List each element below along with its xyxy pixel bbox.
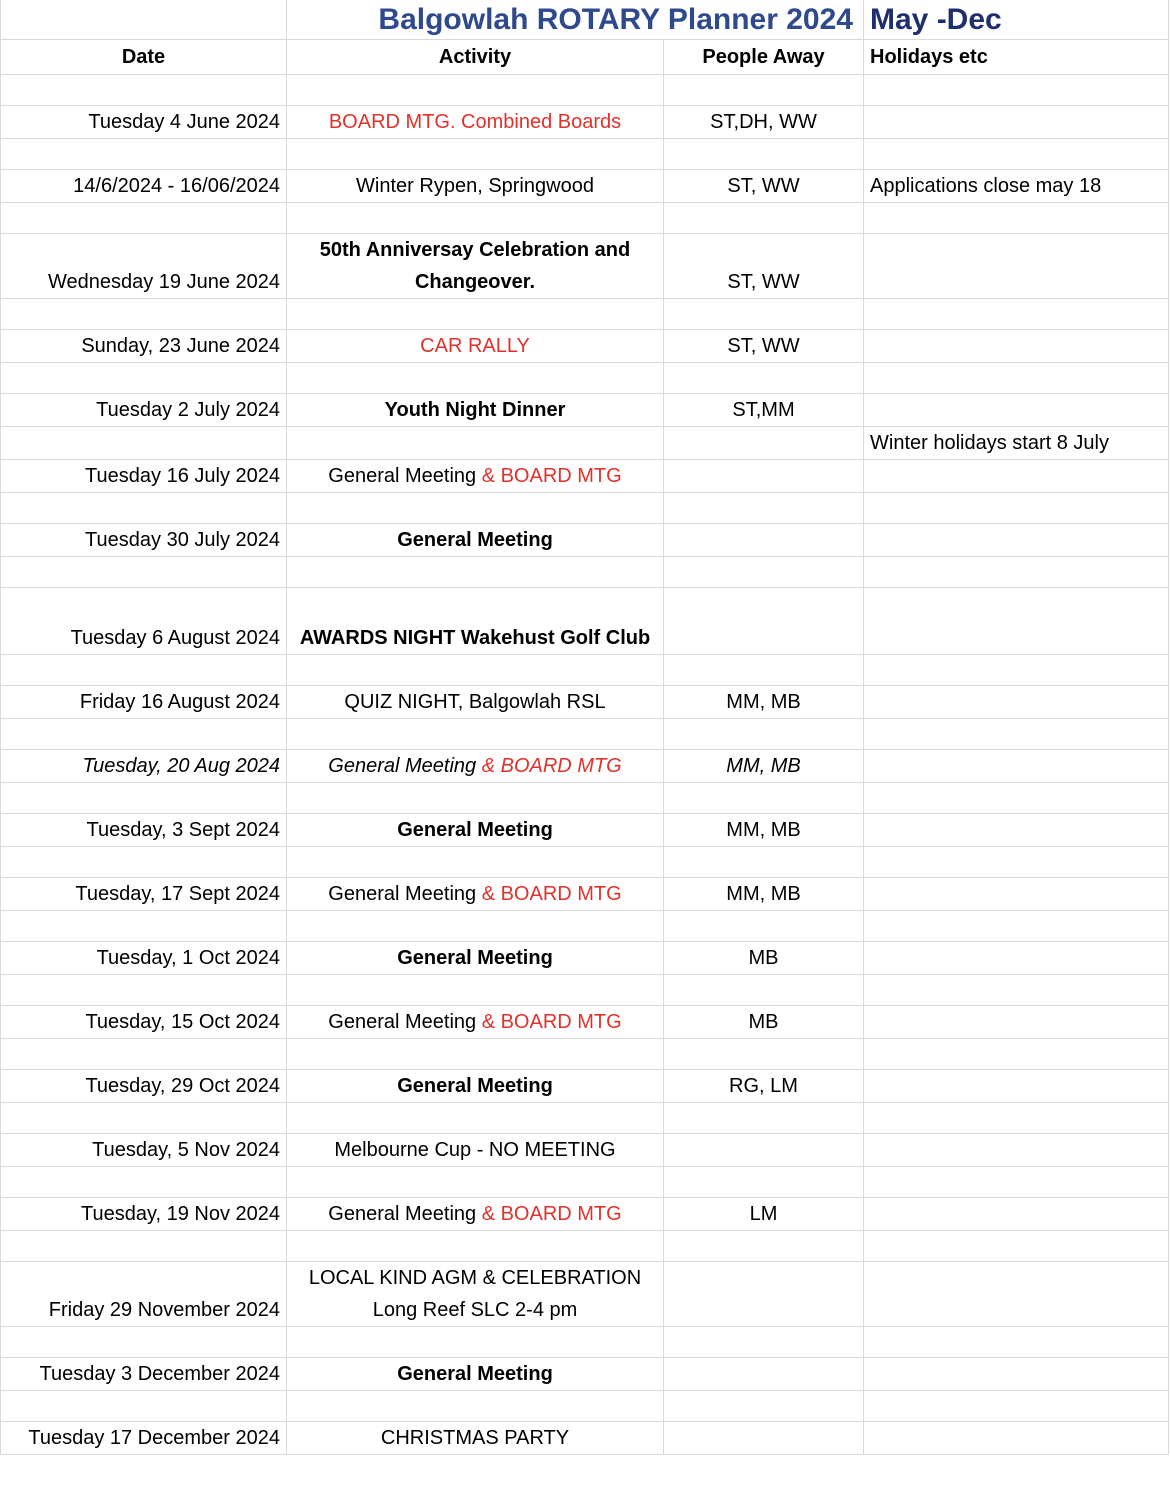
people-away-cell[interactable]: MB (664, 1006, 864, 1039)
cell[interactable] (864, 363, 1169, 394)
people-away-cell[interactable] (664, 427, 864, 460)
cell[interactable] (664, 557, 864, 588)
date-cell[interactable]: Tuesday 3 December 2024 (1, 1358, 287, 1391)
activity-line-1: LOCAL KIND AGM & CELEBRATION (308, 1267, 642, 1289)
people-away-cell[interactable]: LM (664, 1198, 864, 1231)
cell[interactable] (1, 363, 287, 394)
cell[interactable] (864, 719, 1169, 750)
cell[interactable] (864, 557, 1169, 588)
people-away-cell[interactable]: MM, MB (664, 878, 864, 911)
people-away-cell[interactable]: MM, MB (664, 814, 864, 847)
people-away-cell[interactable]: ST, WW (664, 234, 864, 299)
cell[interactable] (664, 75, 864, 106)
holidays-cell[interactable] (864, 1198, 1169, 1231)
blank-row (1, 719, 1169, 750)
people-away-cell[interactable] (664, 1262, 864, 1327)
cell[interactable] (664, 299, 864, 330)
cell[interactable] (287, 363, 664, 394)
table-row (1, 460, 1169, 493)
table-row (1, 394, 1169, 427)
blank-row (1, 1391, 1169, 1422)
activity-cell[interactable]: General Meeting (287, 1358, 664, 1391)
cell[interactable] (864, 139, 1169, 170)
date-cell[interactable]: Tuesday, 20 Aug 2024 (1, 750, 287, 783)
activity-cell[interactable]: General Meeting (287, 1070, 664, 1103)
cell[interactable] (1, 1167, 287, 1198)
table-row (1, 234, 1169, 299)
cell[interactable] (864, 203, 1169, 234)
activity-cell[interactable]: CHRISTMAS PARTY (287, 1422, 664, 1455)
cell[interactable] (864, 1327, 1169, 1358)
header-activity[interactable]: Activity (287, 40, 664, 75)
cell[interactable] (1, 75, 287, 106)
table-row (1, 1422, 1169, 1455)
date-cell[interactable]: Tuesday 2 July 2024 (1, 394, 287, 427)
activity-cell[interactable]: QUIZ NIGHT, Balgowlah RSL (287, 686, 664, 719)
activity-text: General Meeting (328, 465, 477, 487)
blank-row (1, 1231, 1169, 1262)
date-cell[interactable]: 14/6/2024 - 16/06/2024 (1, 170, 287, 203)
people-away-cell[interactable]: MM, MB (664, 750, 864, 783)
sheet-period[interactable]: May -Dec (864, 0, 1169, 40)
cell[interactable] (287, 1391, 664, 1422)
activity-line-2: Long Reef SLC 2-4 pm (372, 1299, 578, 1321)
header-holidays[interactable]: Holidays etc (864, 40, 1169, 75)
holidays-cell[interactable] (864, 1070, 1169, 1103)
activity-line-1: 50th Anniversay Celebration and (319, 239, 631, 261)
blank-row (1, 557, 1169, 588)
table-row (1, 1070, 1169, 1103)
people-away-cell[interactable]: ST,MM (664, 394, 864, 427)
cell[interactable] (664, 1167, 864, 1198)
people-away-cell[interactable]: MB (664, 942, 864, 975)
date-cell[interactable]: Tuesday, 19 Nov 2024 (1, 1198, 287, 1231)
cell[interactable] (287, 1327, 664, 1358)
cell[interactable] (864, 1391, 1169, 1422)
cell[interactable] (864, 1103, 1169, 1134)
activity-text: General Meeting (328, 1011, 477, 1033)
holidays-cell[interactable] (864, 234, 1169, 299)
cell[interactable] (864, 911, 1169, 942)
table-row (1, 878, 1169, 911)
holidays-cell[interactable] (864, 1262, 1169, 1327)
activity-cell[interactable]: General Meeting (287, 814, 664, 847)
cell[interactable] (1, 1391, 287, 1422)
header-date[interactable]: Date (1, 40, 287, 75)
activity-cell[interactable] (287, 1262, 664, 1327)
table-row (1, 106, 1169, 139)
cell[interactable] (1, 299, 287, 330)
holidays-cell[interactable] (864, 814, 1169, 847)
cell[interactable] (287, 1103, 664, 1134)
people-away-cell[interactable]: ST, WW (664, 170, 864, 203)
date-cell[interactable] (1, 427, 287, 460)
date-cell[interactable]: Tuesday, 5 Nov 2024 (1, 1134, 287, 1167)
holidays-cell[interactable] (864, 330, 1169, 363)
activity-cell[interactable] (287, 234, 664, 299)
blank-row (1, 493, 1169, 524)
cell[interactable] (864, 75, 1169, 106)
cell[interactable] (664, 783, 864, 814)
date-cell[interactable]: Tuesday 16 July 2024 (1, 460, 287, 493)
blank-row (1, 299, 1169, 330)
people-away-cell[interactable]: ST,DH, WW (664, 106, 864, 139)
holidays-cell[interactable] (864, 1006, 1169, 1039)
cell[interactable] (287, 655, 664, 686)
date-cell[interactable]: Tuesday, 15 Oct 2024 (1, 1006, 287, 1039)
board-mtg-text: & BOARD MTG (476, 1203, 622, 1225)
cell[interactable] (864, 655, 1169, 686)
cell[interactable] (287, 493, 664, 524)
cell[interactable] (287, 1231, 664, 1262)
people-away-cell[interactable] (664, 1134, 864, 1167)
date-cell[interactable]: Friday 16 August 2024 (1, 686, 287, 719)
cell[interactable] (664, 655, 864, 686)
cell[interactable] (1, 1327, 287, 1358)
holidays-cell[interactable]: Applications close may 18 (864, 170, 1169, 203)
date-cell[interactable]: Sunday, 23 June 2024 (1, 330, 287, 363)
blank-row (1, 655, 1169, 686)
activity-cell[interactable] (287, 460, 664, 493)
blank-row (1, 1167, 1169, 1198)
people-away-cell[interactable]: MM, MB (664, 686, 864, 719)
holidays-cell[interactable] (864, 394, 1169, 427)
date-cell[interactable]: Tuesday 4 June 2024 (1, 106, 287, 139)
cell[interactable] (1, 655, 287, 686)
blank-row (1, 203, 1169, 234)
activity-cell[interactable] (287, 878, 664, 911)
date-cell[interactable]: Friday 29 November 2024 (1, 1262, 287, 1327)
cell[interactable] (1, 1231, 287, 1262)
cell[interactable] (287, 139, 664, 170)
table-row (1, 1006, 1169, 1039)
people-away-cell[interactable]: RG, LM (664, 1070, 864, 1103)
cell[interactable] (287, 783, 664, 814)
table-row (1, 1198, 1169, 1231)
cell[interactable] (664, 911, 864, 942)
activity-cell[interactable]: BOARD MTG. Combined Boards (287, 106, 664, 139)
people-away-cell[interactable] (664, 524, 864, 557)
blank-row (1, 911, 1169, 942)
people-away-cell[interactable] (664, 1422, 864, 1455)
title-cell-empty[interactable] (1, 0, 287, 40)
table-row (1, 686, 1169, 719)
cell[interactable] (1, 975, 287, 1006)
table-row (1, 427, 1169, 460)
table-row (1, 524, 1169, 557)
cell[interactable] (864, 1231, 1169, 1262)
holidays-cell[interactable] (864, 1358, 1169, 1391)
activity-cell[interactable] (287, 427, 664, 460)
holidays-cell[interactable] (864, 460, 1169, 493)
table-row (1, 1358, 1169, 1391)
blank-row (1, 1103, 1169, 1134)
cell[interactable] (287, 847, 664, 878)
cell[interactable] (664, 203, 864, 234)
cell[interactable] (664, 1391, 864, 1422)
holidays-cell[interactable]: Winter holidays start 8 July (864, 427, 1169, 460)
blank-row (1, 1039, 1169, 1070)
table-row (1, 1262, 1169, 1327)
blank-row (1, 363, 1169, 394)
table-row (1, 942, 1169, 975)
activity-text: General Meeting (328, 1203, 477, 1225)
cell[interactable] (287, 1167, 664, 1198)
cell[interactable] (864, 975, 1169, 1006)
cell[interactable] (1, 1039, 287, 1070)
activity-cell[interactable]: General Meeting (287, 524, 664, 557)
cell[interactable] (864, 299, 1169, 330)
date-cell[interactable]: Wednesday 19 June 2024 (1, 234, 287, 299)
cell[interactable] (1, 783, 287, 814)
blank-row (1, 139, 1169, 170)
cell[interactable] (664, 1327, 864, 1358)
cell[interactable] (664, 975, 864, 1006)
holidays-cell[interactable] (864, 878, 1169, 911)
table-row (1, 330, 1169, 363)
cell[interactable] (664, 1103, 864, 1134)
cell[interactable] (287, 1039, 664, 1070)
holidays-cell[interactable] (864, 524, 1169, 557)
table-row (1, 588, 1169, 655)
board-mtg-text: & BOARD MTG (481, 755, 622, 777)
cell[interactable] (664, 363, 864, 394)
cell[interactable] (664, 847, 864, 878)
title-row (1, 0, 1169, 40)
cell[interactable] (287, 299, 664, 330)
cell[interactable] (864, 1039, 1169, 1070)
holidays-cell[interactable] (864, 1422, 1169, 1455)
activity-cell[interactable]: General Meeting (287, 942, 664, 975)
cell[interactable] (1, 203, 287, 234)
date-cell[interactable]: Tuesday, 29 Oct 2024 (1, 1070, 287, 1103)
table-row (1, 814, 1169, 847)
cell[interactable] (287, 911, 664, 942)
people-away-cell[interactable] (664, 1358, 864, 1391)
board-mtg-text: & BOARD MTG (476, 1011, 622, 1033)
cell[interactable] (664, 493, 864, 524)
date-cell[interactable]: Tuesday, 17 Sept 2024 (1, 878, 287, 911)
blank-row (1, 75, 1169, 106)
activity-cell[interactable]: Youth Night Dinner (287, 394, 664, 427)
cell[interactable] (864, 783, 1169, 814)
cell[interactable] (287, 75, 664, 106)
activity-cell[interactable]: CAR RALLY (287, 330, 664, 363)
date-cell[interactable]: Tuesday, 1 Oct 2024 (1, 942, 287, 975)
cell[interactable] (1, 493, 287, 524)
board-mtg-text: & BOARD MTG (476, 465, 622, 487)
cell[interactable] (1, 911, 287, 942)
holidays-cell[interactable] (864, 1134, 1169, 1167)
cell[interactable] (287, 203, 664, 234)
blank-row (1, 847, 1169, 878)
cell[interactable] (864, 493, 1169, 524)
holidays-cell[interactable] (864, 106, 1169, 139)
date-cell[interactable]: Tuesday 17 December 2024 (1, 1422, 287, 1455)
header-people-away[interactable]: People Away (664, 40, 864, 75)
holidays-cell[interactable] (864, 942, 1169, 975)
table-row (1, 170, 1169, 203)
activity-line-2: Changeover. (414, 271, 536, 293)
date-cell[interactable]: Tuesday, 3 Sept 2024 (1, 814, 287, 847)
date-cell[interactable]: Tuesday 30 July 2024 (1, 524, 287, 557)
activity-text: General Meeting (328, 755, 482, 777)
holidays-cell[interactable] (864, 750, 1169, 783)
cell[interactable] (664, 1039, 864, 1070)
people-away-cell[interactable]: ST, WW (664, 330, 864, 363)
activity-cell[interactable] (287, 1006, 664, 1039)
cell[interactable] (287, 719, 664, 750)
cell[interactable] (664, 1231, 864, 1262)
activity-cell[interactable]: AWARDS NIGHT Wakehust Golf Club (287, 588, 664, 655)
cell[interactable] (664, 719, 864, 750)
activity-cell[interactable] (287, 1198, 664, 1231)
cell[interactable] (287, 975, 664, 1006)
activity-cell[interactable]: Melbourne Cup - NO MEETING (287, 1134, 664, 1167)
cell[interactable] (664, 139, 864, 170)
table-row (1, 1134, 1169, 1167)
cell[interactable] (1, 719, 287, 750)
table-row (1, 750, 1169, 783)
sheet-title[interactable]: Balgowlah ROTARY Planner 2024 (287, 0, 864, 40)
blank-row (1, 975, 1169, 1006)
people-away-cell[interactable] (664, 588, 864, 655)
cell[interactable] (1, 139, 287, 170)
activity-cell[interactable]: Winter Rypen, Springwood (287, 170, 664, 203)
cell[interactable] (1, 1103, 287, 1134)
blank-row (1, 783, 1169, 814)
date-cell[interactable]: Tuesday 6 August 2024 (1, 588, 287, 655)
cell[interactable] (1, 557, 287, 588)
holidays-cell[interactable] (864, 588, 1169, 655)
board-mtg-text: & BOARD MTG (476, 883, 622, 905)
blank-row (1, 1327, 1169, 1358)
cell[interactable] (864, 847, 1169, 878)
cell[interactable] (864, 1167, 1169, 1198)
header-row (1, 40, 1169, 75)
activity-cell[interactable] (287, 750, 664, 783)
people-away-cell[interactable] (664, 460, 864, 493)
activity-text: General Meeting (328, 883, 477, 905)
cell[interactable] (1, 847, 287, 878)
holidays-cell[interactable] (864, 686, 1169, 719)
cell[interactable] (287, 557, 664, 588)
